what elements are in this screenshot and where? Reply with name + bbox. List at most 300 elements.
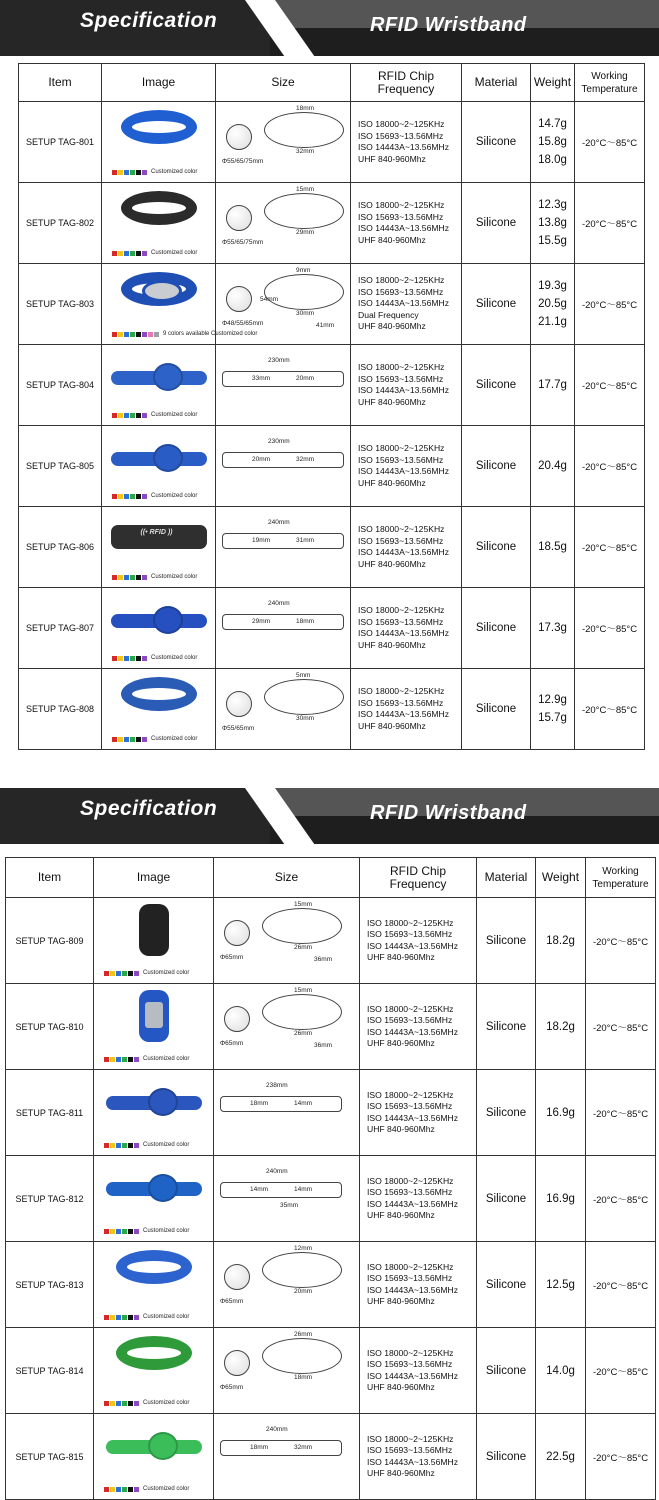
color-swatch bbox=[110, 1057, 115, 1062]
size-drawing bbox=[214, 1070, 359, 1155]
weight-cell bbox=[531, 669, 575, 750]
material-cell: Silicone bbox=[477, 1070, 536, 1156]
color-swatches bbox=[112, 250, 197, 256]
frequency-line: ISO 15693~13.56MHz bbox=[358, 616, 444, 627]
color-swatches bbox=[112, 736, 197, 742]
frequency-line: UHF 840-960Mhz bbox=[358, 321, 426, 332]
size-drawing bbox=[216, 183, 350, 263]
color-swatch bbox=[104, 1487, 109, 1492]
weight-cell bbox=[531, 588, 575, 669]
table-row bbox=[6, 1156, 656, 1242]
dimension-label: 32mm bbox=[296, 456, 315, 463]
size-drawing bbox=[214, 1328, 359, 1413]
band-outline bbox=[264, 274, 344, 310]
chip-pod bbox=[148, 1088, 178, 1116]
dimension-label: 35mm bbox=[280, 1202, 299, 1209]
item-cell: SETUP TAG-813 bbox=[6, 1242, 94, 1328]
color-swatch bbox=[134, 1057, 139, 1062]
color-swatch bbox=[122, 1487, 127, 1492]
header-weight: Weight bbox=[531, 64, 575, 102]
material-cell: Silicone bbox=[462, 588, 531, 669]
color-swatch bbox=[124, 656, 129, 661]
frequency-cell bbox=[360, 1414, 477, 1500]
color-swatch bbox=[104, 971, 109, 976]
wristband-image bbox=[106, 1182, 202, 1196]
temperature-cell: -20°C～85°C bbox=[586, 1242, 656, 1328]
frequency-cell bbox=[360, 1070, 477, 1156]
weight-cell bbox=[531, 183, 575, 264]
weight-value: 12.9g bbox=[538, 694, 567, 706]
image-cell bbox=[94, 1070, 214, 1156]
coin-diagram bbox=[226, 124, 252, 150]
color-swatch bbox=[124, 575, 129, 580]
weight-value: 16.9g bbox=[546, 1192, 575, 1205]
weight-cell bbox=[531, 345, 575, 426]
chip-pod bbox=[148, 1432, 178, 1460]
dimension-label: 26mm bbox=[294, 944, 313, 951]
table-row bbox=[6, 1414, 656, 1500]
dimension-label: 29mm bbox=[252, 618, 271, 625]
temperature-cell: -20°C～85°C bbox=[586, 1328, 656, 1414]
frequency-line: UHF 840-960Mhz bbox=[358, 153, 426, 164]
wristband-image bbox=[121, 272, 197, 306]
color-swatch bbox=[104, 1229, 109, 1234]
wristband-image bbox=[106, 1440, 202, 1454]
rfid-logo: ((• RFID )) bbox=[140, 529, 173, 536]
color-swatch bbox=[142, 494, 147, 499]
color-swatch bbox=[134, 1229, 139, 1234]
table-row bbox=[19, 102, 645, 183]
frequency-cell bbox=[351, 669, 462, 750]
swatch-caption: Customized color bbox=[151, 736, 198, 742]
dimension-label: 18mm bbox=[296, 618, 315, 625]
table-row bbox=[19, 345, 645, 426]
material-cell: Silicone bbox=[477, 1328, 536, 1414]
dimension-label: 15mm bbox=[294, 901, 313, 908]
swatch-caption: Customized color bbox=[143, 1400, 190, 1406]
dimension-label: 18mm bbox=[294, 1374, 313, 1381]
color-swatch bbox=[136, 737, 141, 742]
table-row bbox=[6, 1328, 656, 1414]
coin-diagram bbox=[224, 1006, 250, 1032]
frequency-cell bbox=[360, 1242, 477, 1328]
swatch-caption: Customized color bbox=[143, 1142, 190, 1148]
chip-pod bbox=[153, 363, 183, 391]
weight-cell bbox=[531, 507, 575, 588]
color-swatch bbox=[136, 494, 141, 499]
frequency-line: Dual Frequency bbox=[358, 309, 419, 320]
weight-cell bbox=[536, 1414, 586, 1500]
temperature-cell: -20°C～85°C bbox=[575, 507, 645, 588]
size-cell bbox=[214, 898, 360, 984]
color-swatch bbox=[118, 737, 123, 742]
frequency-line: UHF 840-960Mhz bbox=[367, 1210, 435, 1220]
dimension-label: 41mm bbox=[316, 322, 335, 329]
dimension-label: 18mm bbox=[296, 105, 315, 112]
color-swatches bbox=[104, 1486, 189, 1492]
color-swatches bbox=[104, 1314, 189, 1320]
frequency-line: UHF 840-960Mhz bbox=[358, 234, 426, 245]
dimension-label: 32mm bbox=[296, 148, 315, 155]
item-cell: SETUP TAG-814 bbox=[6, 1328, 94, 1414]
color-swatch bbox=[116, 1229, 121, 1234]
chip-pod bbox=[153, 606, 183, 634]
frequency-line: UHF 840-960Mhz bbox=[367, 1038, 435, 1048]
wristband-image bbox=[121, 677, 197, 711]
material-cell: Silicone bbox=[462, 264, 531, 345]
dimension-label: 36mm bbox=[314, 1042, 333, 1049]
item-cell: SETUP TAG-802 bbox=[19, 183, 102, 264]
banner-bottom bbox=[0, 788, 659, 844]
item-cell: SETUP TAG-807 bbox=[19, 588, 102, 669]
frequency-line: ISO 18000~2~125KHz bbox=[367, 1175, 454, 1186]
color-swatch bbox=[118, 332, 123, 337]
color-swatch bbox=[142, 413, 147, 418]
image-cell bbox=[102, 588, 216, 669]
frequency-cell bbox=[351, 507, 462, 588]
frequency-line: ISO 14443A~13.56MHz bbox=[367, 1198, 459, 1209]
size-cell bbox=[214, 984, 360, 1070]
material-cell: Silicone bbox=[462, 345, 531, 426]
weight-value: 20.4g bbox=[538, 460, 567, 472]
color-swatch bbox=[110, 1229, 115, 1234]
size-cell bbox=[214, 1156, 360, 1242]
frequency-line: UHF 840-960Mhz bbox=[367, 1382, 435, 1392]
dimension-label: 18mm bbox=[250, 1444, 269, 1451]
frequency-line: ISO 14443A~13.56MHz bbox=[358, 628, 450, 638]
table-row bbox=[19, 669, 645, 750]
dimension-label: 12mm bbox=[294, 1245, 313, 1252]
dimension-label: 30mm bbox=[296, 715, 315, 722]
frequency-line: ISO 14443A~13.56MHz bbox=[358, 142, 450, 152]
band-outline bbox=[262, 1252, 342, 1288]
color-swatch bbox=[134, 1487, 139, 1492]
frequency-line: ISO 18000~2~125KHz bbox=[367, 1347, 454, 1358]
dimension-label: 29mm bbox=[296, 229, 315, 236]
color-swatch bbox=[118, 656, 123, 661]
coin-diagram bbox=[224, 1350, 250, 1376]
color-swatch bbox=[130, 170, 135, 175]
header-freq: RFID Chip Frequency bbox=[351, 64, 462, 102]
wristband-image bbox=[111, 371, 207, 385]
frequency-cell bbox=[351, 588, 462, 669]
size-drawing bbox=[216, 426, 350, 506]
temperature-cell: -20°C～85°C bbox=[575, 264, 645, 345]
frequency-line: ISO 15693~13.56MHz bbox=[367, 1015, 453, 1025]
item-cell: SETUP TAG-809 bbox=[6, 898, 94, 984]
weight-value: 18.2g bbox=[546, 1020, 575, 1033]
dimension-label: Φ65mm bbox=[220, 1298, 244, 1305]
weight-value: 18.2g bbox=[546, 934, 575, 947]
dimension-label: 240mm bbox=[266, 1426, 288, 1433]
frequency-cell bbox=[351, 426, 462, 507]
size-drawing bbox=[214, 1414, 359, 1499]
weight-cell bbox=[531, 102, 575, 183]
frequency-line: ISO 14443A~13.56MHz bbox=[358, 547, 450, 557]
dimension-label: 240mm bbox=[268, 519, 290, 526]
dimension-label: 5mm bbox=[296, 672, 311, 679]
wristband-image bbox=[139, 904, 169, 956]
color-swatch bbox=[136, 575, 141, 580]
wristband-image bbox=[106, 1096, 202, 1110]
color-swatch bbox=[116, 1401, 121, 1406]
material-cell: Silicone bbox=[462, 426, 531, 507]
weight-value: 21.1g bbox=[538, 316, 567, 328]
image-cell bbox=[94, 984, 214, 1070]
size-drawing bbox=[214, 898, 359, 983]
swatch-caption: Customized color bbox=[151, 412, 198, 418]
color-swatch bbox=[122, 1315, 127, 1320]
color-swatch bbox=[118, 251, 123, 256]
strap-outline bbox=[220, 1440, 342, 1456]
strap-outline bbox=[220, 1182, 342, 1198]
color-swatch bbox=[124, 251, 129, 256]
swatch-caption: Customized color bbox=[151, 574, 198, 580]
color-swatch bbox=[110, 1401, 115, 1406]
color-swatch bbox=[118, 413, 123, 418]
band-outline bbox=[262, 994, 342, 1030]
size-drawing bbox=[214, 1242, 359, 1327]
item-cell: SETUP TAG-808 bbox=[19, 669, 102, 750]
color-swatch bbox=[130, 332, 135, 337]
weight-value: 15.5g bbox=[538, 235, 567, 247]
material-cell: Silicone bbox=[477, 1414, 536, 1500]
swatch-caption: Customized color bbox=[151, 169, 198, 175]
image-cell bbox=[94, 1414, 214, 1500]
banner-title-left: Specification bbox=[80, 9, 218, 32]
frequency-line: ISO 15693~13.56MHz bbox=[358, 211, 444, 222]
dimension-label: 26mm bbox=[294, 1331, 313, 1338]
chip-pod bbox=[148, 1174, 178, 1202]
header-temp: Working Temperature bbox=[575, 64, 645, 102]
size-cell bbox=[216, 345, 351, 426]
temperature-cell: -20°C～85°C bbox=[586, 1156, 656, 1242]
weight-value: 18.5g bbox=[538, 541, 567, 553]
frequency-line: UHF 840-960Mhz bbox=[358, 477, 426, 488]
item-cell: SETUP TAG-803 bbox=[19, 264, 102, 345]
weight-value: 16.9g bbox=[546, 1106, 575, 1119]
size-cell bbox=[214, 1328, 360, 1414]
frequency-line: ISO 15693~13.56MHz bbox=[358, 535, 444, 546]
dimension-label: 9mm bbox=[296, 267, 311, 274]
color-swatches bbox=[112, 169, 197, 175]
material-cell: Silicone bbox=[477, 1242, 536, 1328]
frequency-line: ISO 18000~2~125KHz bbox=[358, 605, 445, 615]
weight-cell bbox=[531, 426, 575, 507]
item-cell: SETUP TAG-815 bbox=[6, 1414, 94, 1500]
chip-pod bbox=[153, 444, 183, 472]
color-swatch bbox=[128, 1229, 133, 1234]
color-swatch bbox=[124, 413, 129, 418]
color-swatch bbox=[116, 971, 121, 976]
color-swatch bbox=[130, 494, 135, 499]
color-swatch bbox=[130, 413, 135, 418]
color-swatch bbox=[112, 656, 117, 661]
frequency-line: ISO 14443A~13.56MHz bbox=[367, 1370, 459, 1381]
color-swatch bbox=[122, 1229, 127, 1234]
table-row bbox=[6, 1070, 656, 1156]
weight-cell bbox=[536, 984, 586, 1070]
color-swatch bbox=[110, 971, 115, 976]
weight-value: 20.5g bbox=[538, 298, 567, 310]
header-freq: RFID Chip Frequency bbox=[360, 858, 477, 898]
color-swatch bbox=[136, 413, 141, 418]
size-drawing bbox=[216, 264, 350, 344]
spec-table-2 bbox=[5, 857, 656, 1500]
frequency-cell bbox=[360, 1328, 477, 1414]
table-row bbox=[19, 264, 645, 345]
temperature-cell: -20°C～85°C bbox=[575, 588, 645, 669]
header-size: Size bbox=[214, 858, 360, 898]
image-cell bbox=[102, 345, 216, 426]
dimension-label: 14mm bbox=[294, 1100, 313, 1107]
color-swatch bbox=[142, 170, 147, 175]
swatch-caption: Customized color bbox=[143, 1314, 190, 1320]
dimension-label: 18mm bbox=[250, 1100, 269, 1107]
material-cell: Silicone bbox=[462, 102, 531, 183]
frequency-line: ISO 14443A~13.56MHz bbox=[358, 223, 450, 233]
color-swatch bbox=[148, 332, 153, 337]
weight-value: 22.5g bbox=[546, 1450, 575, 1463]
dimension-label: 14mm bbox=[250, 1186, 269, 1193]
color-swatch bbox=[122, 1057, 127, 1062]
temperature-cell: -20°C～85°C bbox=[575, 345, 645, 426]
material-cell: Silicone bbox=[462, 183, 531, 264]
spec-table-1 bbox=[18, 63, 645, 750]
color-swatch bbox=[128, 1487, 133, 1492]
color-swatch bbox=[122, 1401, 127, 1406]
banner-title-right: RFID Wristband bbox=[370, 14, 527, 36]
size-drawing bbox=[216, 507, 350, 587]
weight-cell bbox=[536, 898, 586, 984]
header-temp: Working Temperature bbox=[586, 858, 656, 898]
coin-diagram bbox=[224, 920, 250, 946]
dimension-label: 19mm bbox=[252, 537, 271, 544]
table-row bbox=[19, 588, 645, 669]
swatch-caption: 9 colors available Customized color bbox=[163, 331, 258, 337]
frequency-line: UHF 840-960Mhz bbox=[358, 558, 426, 569]
size-cell bbox=[216, 507, 351, 588]
color-swatch bbox=[136, 170, 141, 175]
frequency-line: ISO 18000~2~125KHz bbox=[367, 917, 454, 928]
item-cell: SETUP TAG-810 bbox=[6, 984, 94, 1070]
dimension-label: 20mm bbox=[296, 375, 315, 382]
dimension-label: Φ65mm bbox=[220, 1384, 244, 1391]
band-outline bbox=[264, 193, 344, 229]
frequency-line: ISO 14443A~13.56MHz bbox=[367, 1112, 459, 1123]
header-item: Item bbox=[19, 64, 102, 102]
temperature-cell: -20°C～85°C bbox=[586, 1414, 656, 1500]
item-cell: SETUP TAG-801 bbox=[19, 102, 102, 183]
frequency-line: ISO 14443A~13.56MHz bbox=[358, 709, 450, 719]
coin-diagram bbox=[226, 286, 252, 312]
banner-top bbox=[0, 0, 659, 56]
frequency-cell bbox=[360, 1156, 477, 1242]
strap-outline bbox=[222, 533, 344, 549]
frequency-line: ISO 18000~2~125KHz bbox=[358, 524, 445, 534]
dimension-label: 240mm bbox=[266, 1168, 288, 1175]
color-swatch bbox=[124, 332, 129, 337]
size-cell bbox=[216, 264, 351, 345]
table-row bbox=[6, 1242, 656, 1328]
image-cell bbox=[94, 1156, 214, 1242]
color-swatch bbox=[118, 575, 123, 580]
weight-value: 17.3g bbox=[538, 622, 567, 634]
color-swatch bbox=[142, 332, 147, 337]
color-swatch bbox=[128, 1143, 133, 1148]
item-cell: SETUP TAG-804 bbox=[19, 345, 102, 426]
image-cell bbox=[102, 507, 216, 588]
dimension-label: Φ65mm bbox=[220, 954, 244, 961]
material-cell: Silicone bbox=[477, 1156, 536, 1242]
color-swatch bbox=[124, 494, 129, 499]
size-drawing bbox=[214, 1156, 359, 1241]
weight-cell bbox=[536, 1070, 586, 1156]
temperature-cell: -20°C～85°C bbox=[586, 1070, 656, 1156]
dimension-label: 14mm bbox=[294, 1186, 313, 1193]
frequency-line: UHF 840-960Mhz bbox=[367, 1124, 435, 1134]
table-row bbox=[19, 183, 645, 264]
size-cell bbox=[216, 588, 351, 669]
color-swatch bbox=[110, 1315, 115, 1320]
item-cell: SETUP TAG-811 bbox=[6, 1070, 94, 1156]
color-swatch bbox=[136, 251, 141, 256]
dimension-label: 33mm bbox=[252, 375, 271, 382]
color-swatch bbox=[142, 575, 147, 580]
color-swatch bbox=[116, 1315, 121, 1320]
frequency-line: ISO 18000~2~125KHz bbox=[358, 443, 445, 453]
color-swatch bbox=[124, 737, 129, 742]
frequency-line: ISO 14443A~13.56MHz bbox=[367, 940, 459, 951]
dimension-label: 36mm bbox=[314, 956, 333, 963]
frequency-line: ISO 18000~2~125KHz bbox=[358, 200, 445, 210]
frequency-line: ISO 14443A~13.56MHz bbox=[358, 385, 450, 395]
wristband-image bbox=[121, 110, 197, 144]
frequency-line: ISO 15693~13.56MHz bbox=[367, 1187, 453, 1197]
metal-plate bbox=[145, 1002, 163, 1028]
frequency-line: UHF 840-960Mhz bbox=[358, 720, 426, 731]
size-drawing bbox=[216, 669, 350, 749]
frequency-cell bbox=[351, 345, 462, 426]
color-swatch bbox=[116, 1143, 121, 1148]
color-swatch bbox=[112, 575, 117, 580]
frequency-line: UHF 840-960Mhz bbox=[367, 952, 435, 962]
frequency-cell bbox=[351, 264, 462, 345]
frequency-line: ISO 15693~13.56MHz bbox=[367, 1273, 453, 1283]
color-swatch bbox=[128, 1401, 133, 1406]
frequency-line: ISO 14443A~13.56MHz bbox=[367, 1026, 459, 1037]
weight-value: 12.3g bbox=[538, 199, 567, 211]
color-swatch bbox=[122, 971, 127, 976]
color-swatch bbox=[154, 332, 159, 337]
temperature-cell: -20°C～85°C bbox=[575, 183, 645, 264]
swatch-caption: Customized color bbox=[143, 1228, 190, 1234]
color-swatches bbox=[112, 493, 197, 499]
header-image: Image bbox=[94, 858, 214, 898]
frequency-cell bbox=[351, 102, 462, 183]
table-row bbox=[19, 507, 645, 588]
size-cell bbox=[216, 426, 351, 507]
color-swatch bbox=[136, 656, 141, 661]
frequency-cell bbox=[360, 984, 477, 1070]
color-swatches bbox=[104, 970, 189, 976]
color-swatch bbox=[112, 251, 117, 256]
color-swatch bbox=[142, 251, 147, 256]
color-swatch bbox=[116, 1487, 121, 1492]
color-swatch bbox=[142, 656, 147, 661]
dimension-label: Φ55/65mm bbox=[222, 725, 255, 732]
size-drawing bbox=[216, 102, 350, 182]
